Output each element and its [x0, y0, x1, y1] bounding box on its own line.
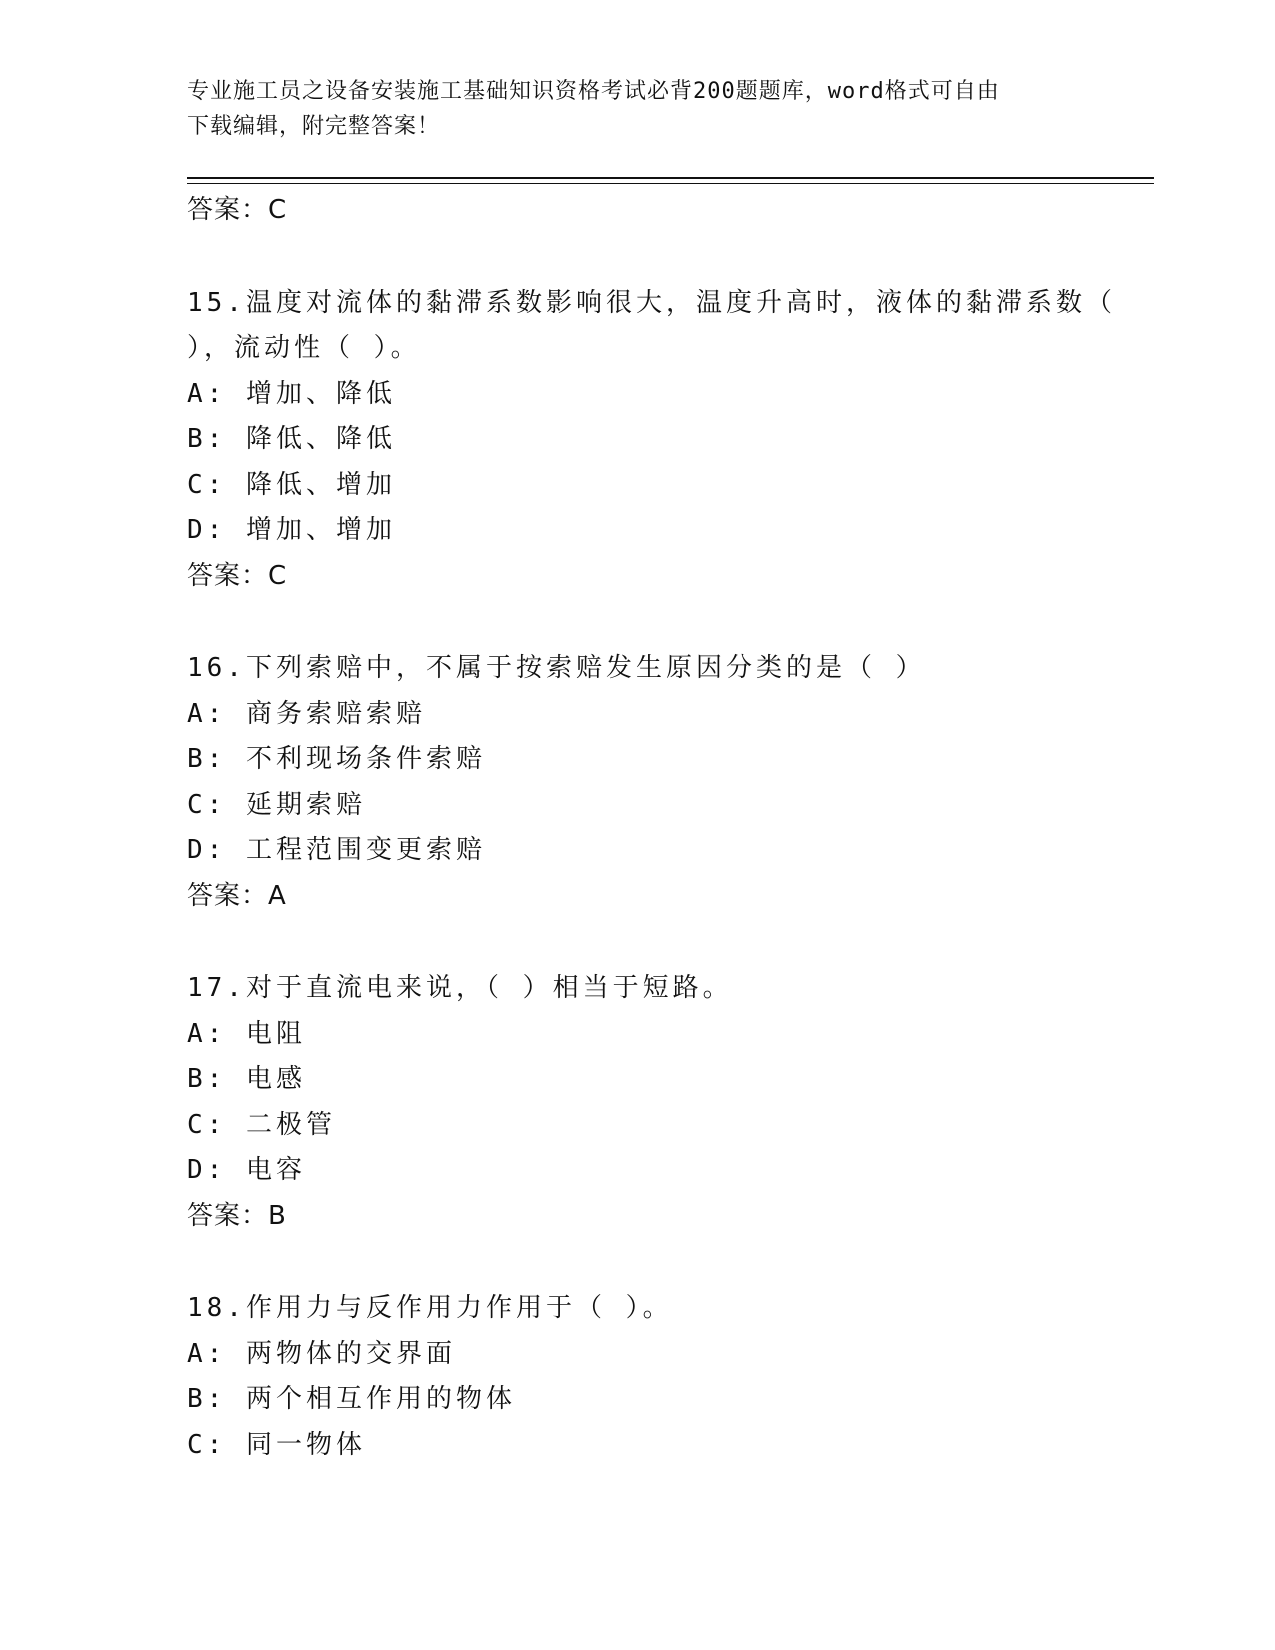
option-a: A: 电阻: [187, 1018, 306, 1049]
question-17: [187, 966, 1087, 1239]
option-c: C: 延期索赔: [187, 789, 366, 820]
question-list: [187, 188, 1116, 1468]
option-b: B: 降低、降低: [187, 424, 396, 454]
option-a: A: 商务索赔索赔: [187, 698, 426, 729]
question-16: [187, 646, 1087, 919]
option-d: D: 工程范围变更索赔: [187, 835, 486, 865]
previous-answer: 答案：C: [187, 195, 288, 225]
question-stem: 15.温度对流体的黏滞系数影响很大，温度升高时，液体的黏滞系数（: [187, 287, 1116, 318]
question-stem-continued: ），流动性（ ）。: [187, 333, 421, 363]
option-d: D: 增加、增加: [187, 515, 396, 545]
question-18: [187, 1286, 1087, 1468]
option-c: C: 同一物体: [187, 1429, 366, 1460]
question-stem: 16.下列索赔中，不属于按索赔发生原因分类的是（ ）: [187, 653, 926, 683]
header-line-2: 下载编辑，附完整答案！: [187, 114, 441, 139]
question-stem: 18.作用力与反作用力作用于（ ）。: [187, 1293, 673, 1323]
option-a: A: 增加、降低: [187, 378, 396, 409]
document-header: [187, 74, 1087, 144]
option-b: B: 不利现场条件索赔: [187, 744, 486, 774]
option-b: B: 电感: [187, 1064, 306, 1094]
question-15: [187, 281, 1116, 600]
answer: 答案：B: [187, 1200, 287, 1231]
answer: 答案：C: [187, 560, 288, 591]
header-rule-thick: [187, 177, 1154, 179]
question-stem: 17.对于直流电来说，（ ）相当于短路。: [187, 973, 733, 1003]
header-rule-thin: [187, 183, 1154, 184]
option-a: A: 两物体的交界面: [187, 1338, 456, 1369]
option-d: D: 电容: [187, 1155, 306, 1185]
answer: 答案：A: [187, 880, 287, 911]
header-line-1: 专业施工员之设备安装施工基础知识资格考试必背200题题库，word格式可自由: [187, 79, 1000, 104]
option-b: B: 两个相互作用的物体: [187, 1384, 516, 1414]
option-c: C: 二极管: [187, 1109, 336, 1140]
option-c: C: 降低、增加: [187, 469, 396, 500]
